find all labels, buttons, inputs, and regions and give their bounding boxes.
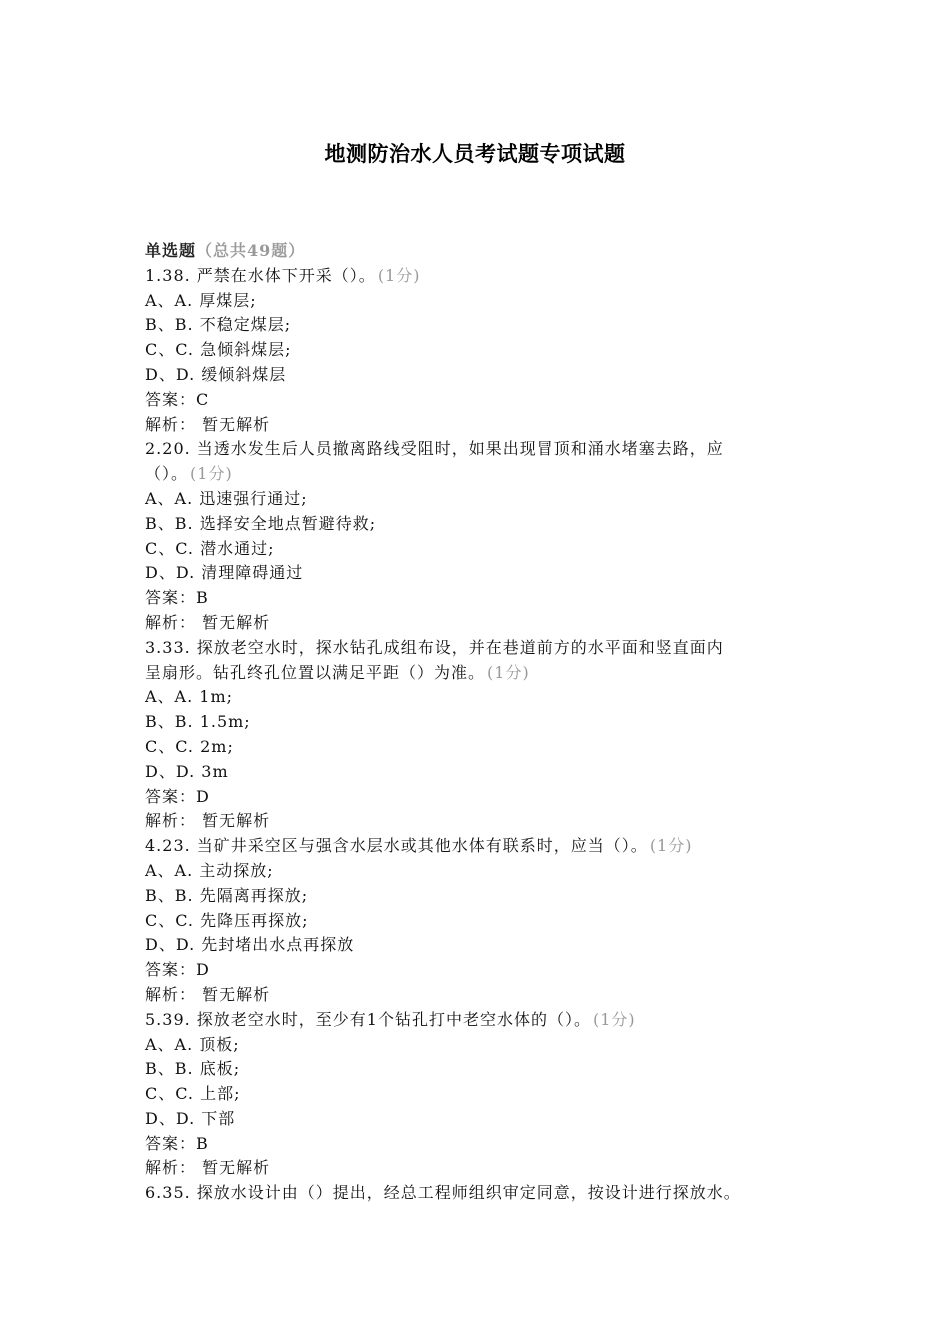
question-stem xyxy=(145,834,825,859)
option-c: C、C. 先降压再探放; xyxy=(145,910,309,930)
option-d: D、D. 清理障碍通过 xyxy=(145,563,304,583)
question-stem-text: 呈扇形。钻孔终孔位置以满足平距（）为准。 xyxy=(145,662,486,682)
question-stem-text: 4.23. 当矿井采空区与强含水层水或其他水体有联系时，应当（）。 xyxy=(145,836,648,856)
option-b: B、B. 1.5m; xyxy=(145,712,251,732)
option-b: B、B. 先隔离再探放; xyxy=(145,885,309,905)
question-3 xyxy=(145,636,825,834)
answer: 答案：D xyxy=(145,786,210,806)
question-stem-line1: 2.20. 当透水发生后人员撤离路线受阻时，如果出现冒顶和涌水堵塞去路，应 xyxy=(145,439,724,459)
question-stem: 6.35. 探放水设计由（）提出，经总工程师组织审定同意，按设计进行探放水。 xyxy=(145,1183,741,1203)
question-stem-text: 1.38. 严禁在水体下开采（）。 xyxy=(145,265,376,285)
analysis: 解析： 暂无解析 xyxy=(145,612,271,632)
section-heading xyxy=(145,239,825,264)
question-6 xyxy=(145,1181,825,1206)
option-b: B、B. 选择安全地点暂避待救; xyxy=(145,513,377,533)
option-c: C、C. 潜水通过; xyxy=(145,538,275,558)
option-a: A、A. 顶板; xyxy=(145,1034,240,1054)
question-score: (1分) xyxy=(649,836,693,856)
question-stem-line2 xyxy=(145,462,825,487)
question-stem-line2 xyxy=(145,661,825,686)
question-2 xyxy=(145,437,825,635)
section-count: （总共49题） xyxy=(196,241,306,260)
question-stem-line1: 3.33. 探放老空水时，探水钻孔成组布设，并在巷道前方的水平面和竖直面内 xyxy=(145,637,724,657)
option-a: A、A. 厚煤层; xyxy=(145,290,257,310)
analysis: 解析： 暂无解析 xyxy=(145,414,271,434)
answer: 答案：B xyxy=(145,1133,209,1153)
option-c: C、C. 急倾斜煤层; xyxy=(145,340,292,360)
section-title: 单选题 xyxy=(145,241,197,260)
analysis: 解析： 暂无解析 xyxy=(145,984,271,1004)
question-stem-text: 5.39. 探放老空水时，至少有1个钻孔打中老空水体的（）。 xyxy=(145,1009,591,1029)
option-a: A、A. 迅速强行通过; xyxy=(145,488,308,508)
option-d: D、D. 先封堵出水点再探放 xyxy=(145,935,355,955)
option-b: B、B. 不稳定煤层; xyxy=(145,315,292,335)
analysis: 解析： 暂无解析 xyxy=(145,1158,271,1178)
answer: 答案：B xyxy=(145,588,209,608)
option-d: D、D. 缓倾斜煤层 xyxy=(145,364,287,384)
option-a: A、A. 主动探放; xyxy=(145,860,274,880)
question-stem xyxy=(145,1008,825,1033)
question-score: (1分) xyxy=(190,464,233,484)
option-a: A、A. 1m; xyxy=(145,687,234,707)
question-1 xyxy=(145,264,825,438)
question-stem xyxy=(145,264,825,289)
option-c: C、C. 上部; xyxy=(145,1084,241,1104)
question-4 xyxy=(145,834,825,1008)
question-stem-text: （）。 xyxy=(145,464,189,484)
question-5 xyxy=(145,1008,825,1182)
option-d: D、D. 3m xyxy=(145,761,229,781)
answer: 答案：D xyxy=(145,960,210,980)
option-d: D、D. 下部 xyxy=(145,1108,236,1128)
option-b: B、B. 底板; xyxy=(145,1059,241,1079)
question-score: (1分) xyxy=(592,1009,636,1029)
option-c: C、C. 2m; xyxy=(145,736,234,756)
question-list xyxy=(145,239,825,1206)
analysis: 解析： 暂无解析 xyxy=(145,811,271,831)
answer: 答案：C xyxy=(145,389,210,409)
question-score: (1分) xyxy=(487,662,530,682)
page-title: 地测防治水人员考试题专项试题 xyxy=(324,141,626,166)
question-score: (1分) xyxy=(377,265,421,285)
